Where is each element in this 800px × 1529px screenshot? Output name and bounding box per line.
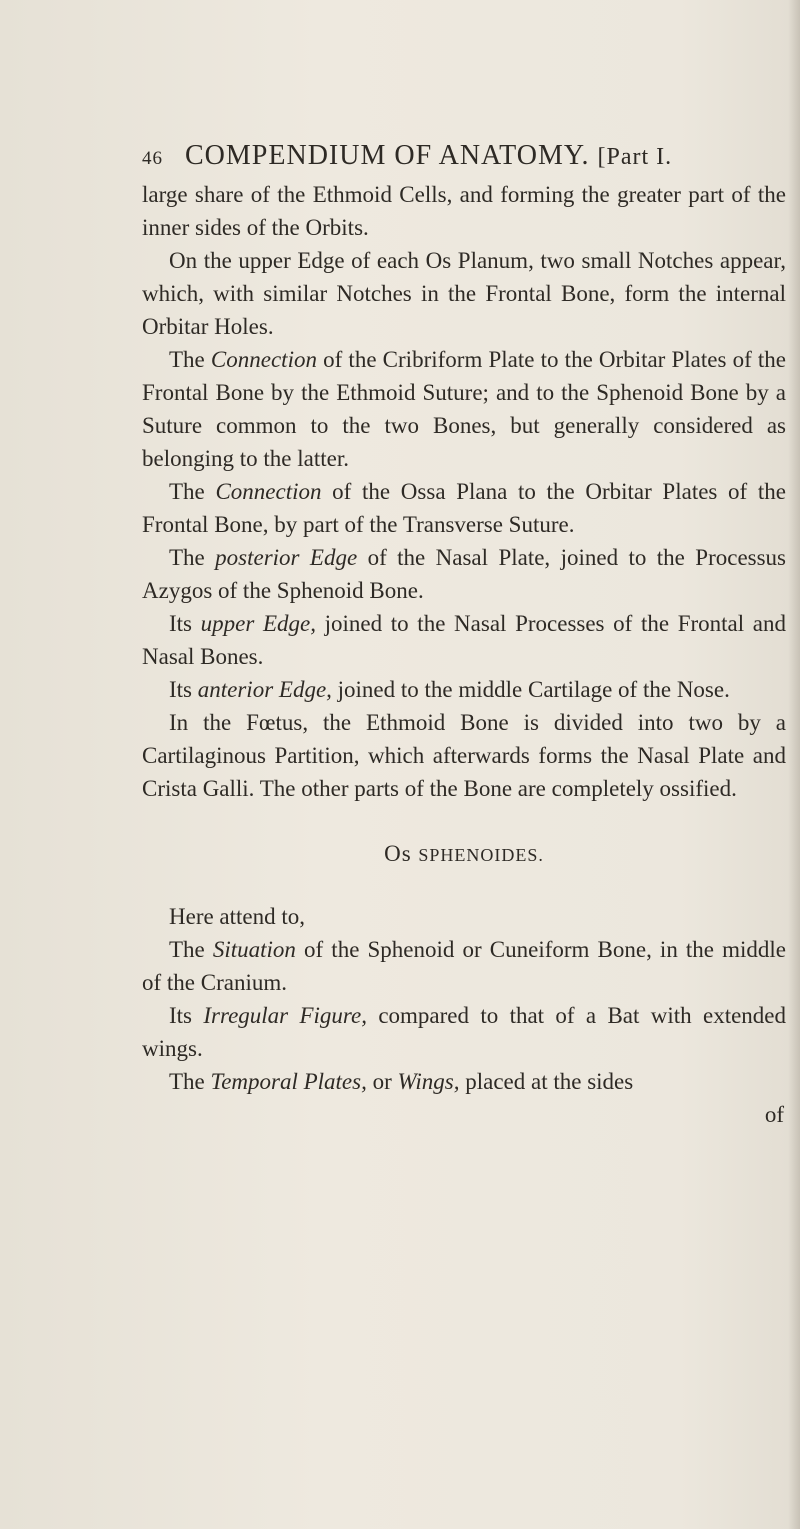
page-number: 46: [142, 148, 163, 169]
paragraph: large share of the Ethmoid Cells, and forming the greater part of the inner sides of the Orbits.: [142, 182, 786, 240]
paragraph: The posterior Edge of the Nasal Plate, joined to the Processus Azygos of the Sphenoid Bone.: [142, 545, 786, 603]
paragraph: On the upper Edge of each Os Planum, two small Notches appear, which, with similar Notches in the Frontal Bone, form the internal Orbitar Holes.: [142, 248, 786, 339]
page-body: [142, 178, 786, 1131]
page-edge-shadow: [788, 0, 800, 1529]
paragraph: Its anterior Edge, joined to the middle Cartilage of the Nose.: [169, 677, 730, 702]
paragraph: In the Fœtus, the Ethmoid Bone is divided into two by a Cartilaginous Partition, which afterwards forms the Nasal Plate and Crista Galli. The other parts of the Bone are completely ossified.: [142, 710, 786, 801]
part-label: [Part I.: [597, 144, 673, 170]
paragraph: The Connection of the Cribriform Plate to the Orbitar Plates of the Frontal Bone by the Ethmoid Suture; and to the Sphenoid Bone by a Suture common to the two Bones, but generally considered as belonging to the latter.: [142, 347, 787, 471]
paragraph: The Situation of the Sphenoid or Cuneiform Bone, in the middle of the Cranium.: [142, 937, 787, 995]
paragraph: Its upper Edge, joined to the Nasal Processes of the Frontal and Nasal Bones.: [142, 611, 787, 669]
paragraph: The Temporal Plates, or Wings, placed at the sides: [169, 1069, 634, 1094]
paragraph: Here attend to,: [169, 904, 306, 929]
running-title: COMPENDIUM OF ANATOMY.: [185, 140, 590, 171]
section-heading: Os SPHENOIDES.: [384, 841, 544, 866]
catchword: of: [764, 1102, 784, 1127]
paragraph: The Connection of the Ossa Plana to the Orbitar Plates of the Frontal Bone, by part of the Transverse Suture.: [142, 479, 786, 537]
paragraph: Its Irregular Figure, compared to that of a Bat with extended wings.: [142, 1003, 786, 1061]
running-header: [142, 140, 792, 172]
